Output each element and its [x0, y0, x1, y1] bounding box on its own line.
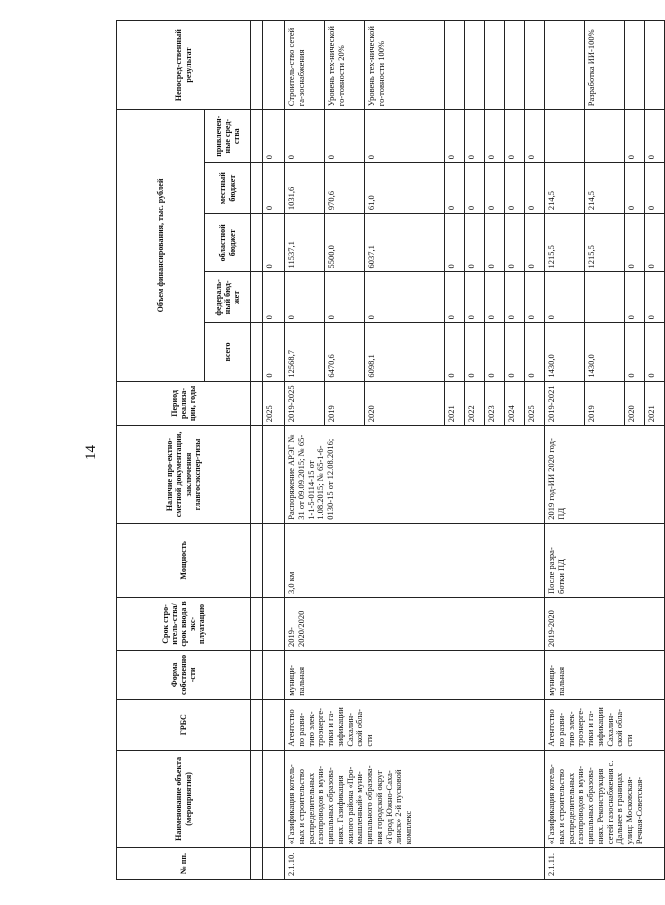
header-row — [117, 21, 205, 880]
cell-total: 0 — [445, 323, 465, 381]
cell-federal: 0 — [525, 272, 545, 323]
financing-table — [116, 20, 665, 880]
table-row — [545, 21, 585, 880]
header-ownership: Форма собственно-сти — [117, 650, 251, 699]
cell-period: 2019 — [585, 381, 625, 426]
cell-total: 1430,0 — [585, 323, 625, 381]
cell-period: 2023 — [485, 381, 505, 426]
cell-total: 6098,1 — [365, 323, 445, 381]
cell-federal: 0 — [325, 272, 365, 323]
cell-total: 6470,6 — [325, 323, 365, 381]
cell-attracted: 0 — [263, 110, 285, 163]
cell-local: 214,5 — [585, 163, 625, 214]
cell-period: 2019-2021 — [545, 381, 585, 426]
cell-total: 0 — [465, 323, 485, 381]
cell-result — [525, 21, 545, 110]
cell-attracted: 0 — [285, 110, 325, 163]
cell-local: 0 — [465, 163, 485, 214]
cell-period: 2021 — [445, 381, 465, 426]
cell-regional: 0 — [445, 214, 465, 272]
cell-local: 0 — [625, 163, 645, 214]
cell-local: 214,5 — [545, 163, 585, 214]
cell-total: 0 — [645, 323, 665, 381]
cell-total: 0 — [505, 323, 525, 381]
object-term: 2019-2020 — [545, 597, 665, 650]
cell-regional: 11537,1 — [285, 214, 325, 272]
page-number: 14 — [83, 445, 99, 460]
cell-result — [465, 21, 485, 110]
cell-federal: 0 — [645, 272, 665, 323]
cell-federal: 0 — [485, 272, 505, 323]
cell-federal: 0 — [505, 272, 525, 323]
cell-total: 0 — [625, 323, 645, 381]
cell-federal — [585, 272, 625, 323]
cell-total: 1430,0 — [545, 323, 585, 381]
cell-federal: 0 — [445, 272, 465, 323]
header-attracted: привлечен-ные сред-ства — [205, 110, 251, 163]
header-psd: Наличие про-ектно-сметной документации, заключения главгосэкспер-тизы — [117, 426, 251, 524]
header-grbs: ГРБС — [117, 699, 251, 750]
cell-period: 2020 — [365, 381, 445, 426]
cell-result: Уровень тех-нической го-товности 20% — [325, 21, 365, 110]
cell-attracted: 0 — [485, 110, 505, 163]
cell-local: 0 — [263, 163, 285, 214]
header-regional: областной бюджет — [205, 214, 251, 272]
cell-federal: 0 — [465, 272, 485, 323]
cell-result: Строитель-ство сетей га-зоснабжения — [285, 21, 325, 110]
object-name: «Газификация котель-ных и строительство распределительных газопроводов в муни-ципальных образова-ниях. Газификация жилого района «Про-мышленный» муни-ципального образова-ния городской округ «Город Южно-Саха-линск» 2-й пусковой комплекс — [285, 750, 545, 848]
cell-result — [625, 21, 645, 110]
cell-local: 0 — [645, 163, 665, 214]
table-row — [285, 21, 325, 880]
cell-attracted — [545, 110, 585, 163]
cell-period: 2020 — [625, 381, 645, 426]
cell-result: Уровень тех-нической го-товности 100% — [365, 21, 445, 110]
cell-period: 2021 — [645, 381, 665, 426]
cell-regional: 6037,1 — [365, 214, 445, 272]
object-psd: 2019 год-ИИ 2020 год- ПД — [545, 426, 665, 524]
header-local: местный бюджет — [205, 163, 251, 214]
cell-attracted: 0 — [505, 110, 525, 163]
cell-federal: 0 — [625, 272, 645, 323]
cell-attracted: 0 — [325, 110, 365, 163]
cell-local: 0 — [525, 163, 545, 214]
cell-attracted: 0 — [465, 110, 485, 163]
rotated-table-wrapper — [116, 20, 656, 880]
cell-regional: 0 — [645, 214, 665, 272]
cell-attracted — [585, 110, 625, 163]
cell-federal: 0 — [285, 272, 325, 323]
cell-period: 2019-2025 — [285, 381, 325, 426]
header-federal: федераль-ный бюд-жет — [205, 272, 251, 323]
cell-regional: 1215,5 — [585, 214, 625, 272]
cell-regional: 0 — [263, 214, 285, 272]
cell-result — [485, 21, 505, 110]
object-psd: Распоряжение АРЭГ № 31 от 09.09.2015; № 65-1-1-5-0114-15 от 1.08.2015; № 65-1-6-0130-15 от 12.08.2016; — [285, 426, 545, 524]
cell-result — [545, 21, 585, 110]
cell-attracted: 0 — [645, 110, 665, 163]
cell-result — [645, 21, 665, 110]
document-sheet — [116, 20, 656, 880]
cell-total: 0 — [263, 323, 285, 381]
cell-local: 61,0 — [365, 163, 445, 214]
object-name: «Газификация котель-ных и строительство распределительных газопроводов в муни-ципальных образова-ниях. Реконструкция сетей газоснабжения с. Дальнее в границах улиц: Московская-Речная-Советская- — [545, 750, 665, 848]
cell-federal: 0 — [545, 272, 585, 323]
cell-regional: 1215,5 — [545, 214, 585, 272]
header-term: Срок стро-итель-ства/срок ввода в экс-плуатацию — [117, 597, 251, 650]
object-ownership: муници-пальная — [545, 650, 665, 699]
header-num: № пп. — [117, 848, 251, 880]
cell-period: 2019 — [325, 381, 365, 426]
header-name: Наименование объекта (мероприятия) — [117, 750, 251, 848]
cell-total: 0 — [525, 323, 545, 381]
cell-total: 12568,7 — [285, 323, 325, 381]
header-capacity: Мощность — [117, 523, 251, 597]
header-period: Период реализа-ции, годы — [117, 381, 251, 426]
cell-local: 0 — [505, 163, 525, 214]
cell-total: 0 — [485, 323, 505, 381]
cell-local: 970,6 — [325, 163, 365, 214]
object-capacity: После разра-ботки ПД — [545, 523, 665, 597]
object-term: 2019-2020/2020 — [285, 597, 545, 650]
header-financing-group: Объем финансирования, тыс. рублей — [117, 110, 205, 381]
cell-period: 2024 — [505, 381, 525, 426]
cell-regional: 0 — [525, 214, 545, 272]
header-result: Непосред-ственный результат — [117, 21, 251, 110]
cell-federal: 0 — [263, 272, 285, 323]
cell-period: 2025 — [263, 381, 285, 426]
object-ownership: муници-пальная — [285, 650, 545, 699]
cell-attracted: 0 — [365, 110, 445, 163]
blank-index-row — [251, 21, 263, 880]
cell-local: 0 — [485, 163, 505, 214]
cell-period: 2022 — [465, 381, 485, 426]
cell-attracted: 0 — [625, 110, 645, 163]
cell-local: 0 — [445, 163, 465, 214]
header-total: всего — [205, 323, 251, 381]
cell-period: 2025 — [525, 381, 545, 426]
cell-federal: 0 — [365, 272, 445, 323]
cell-local: 1031,6 — [285, 163, 325, 214]
cell-regional: 0 — [505, 214, 525, 272]
object-number: 2.1.10. — [285, 848, 545, 880]
cell-attracted: 0 — [445, 110, 465, 163]
object-grbs: Агентство по разви-тию элек-троэнерге-тики и га-зификации Сахалин-ской обла-сти — [545, 699, 665, 750]
object-grbs: Агентство по разви-тию элек-троэнерге-тики и га-зификации Сахалин-ской обла-сти — [285, 699, 545, 750]
object-capacity: 3,0 км — [285, 523, 545, 597]
cell-regional: 0 — [625, 214, 645, 272]
cell-regional: 0 — [465, 214, 485, 272]
cell-result — [505, 21, 525, 110]
cell-attracted: 0 — [525, 110, 545, 163]
cell-regional: 5500,0 — [325, 214, 365, 272]
object-number: 2.1.11. — [545, 848, 665, 880]
table-row — [263, 21, 285, 880]
cell-result: Разработка ИИ-100% — [585, 21, 625, 110]
cell-result — [445, 21, 465, 110]
cell-regional: 0 — [485, 214, 505, 272]
